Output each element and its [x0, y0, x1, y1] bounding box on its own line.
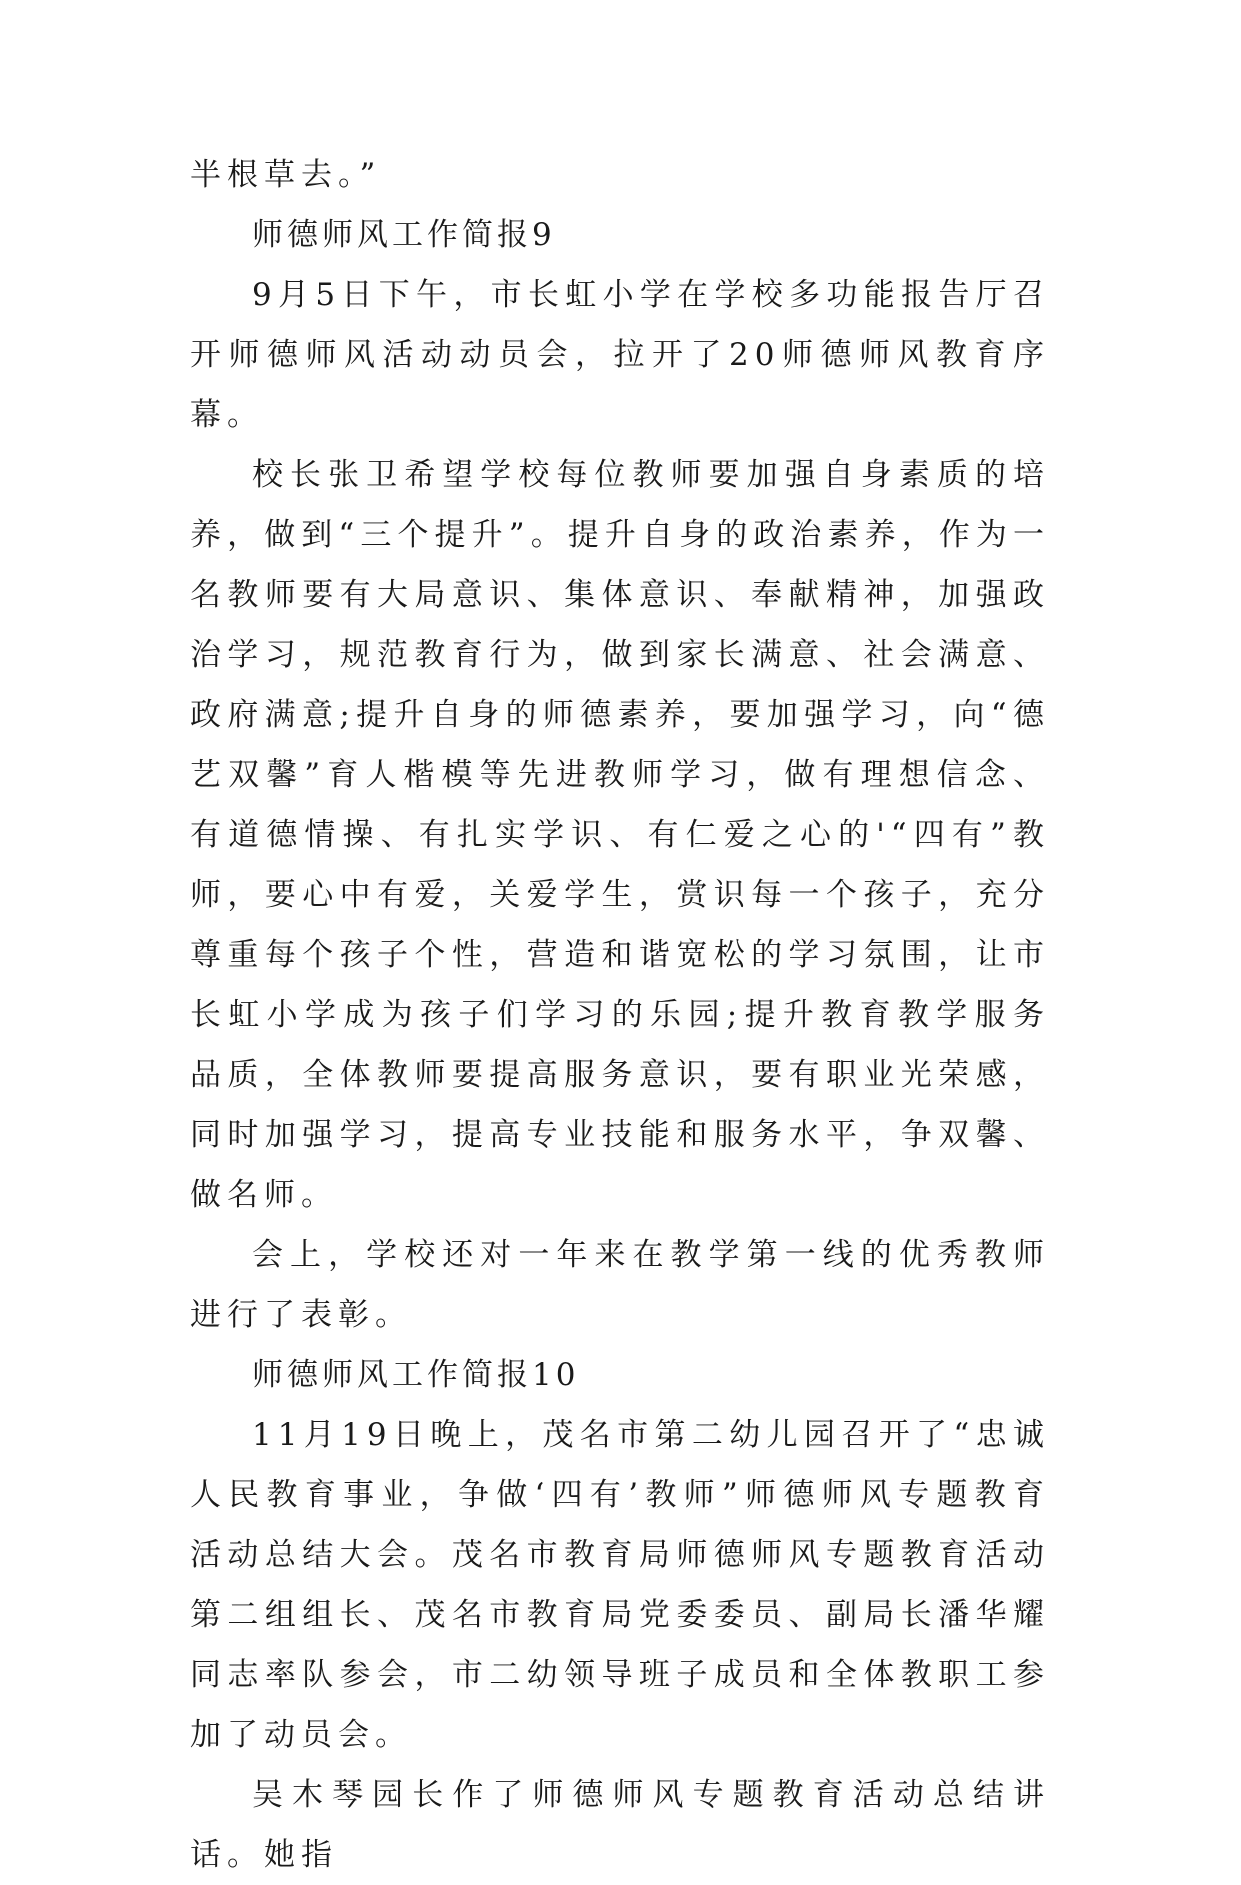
paragraph: 11月19日晚上，茂名市第二幼儿园召开了“忠诚人民教育事业，争做‘四有’教师”师德师风专题教育活动总结大会。茂名市教育局师德师风专题教育活动第二组组长、茂名市教育局党委委员、副局长潘华耀同志率队参会，市二幼领导班子成员和全体教职工参加了动员会。: [190, 1417, 1050, 1753]
paragraph: 校长张卫希望学校每位教师要加强自身素质的培养，做到“三个提升”。提升自身的政治素养，作为一名教师要有大局意识、集体意识、奉献精神，加强政治学习，规范教育行为，做到家长满意、社会满意、政府满意;提升自身的师德素养，要加强学习，向“德艺双馨”育人楷模等先进教师学习，做有理想信念、有道德情操、有扎实学识、有仁爱之心的'“四有”教师，要心中有爱，关爱学生，赏识每一个孩子，充分尊重每个孩子个性，营造和谐宽松的学习氛围，让市长虹小学成为孩子们学习的乐园;提升教育教学服务品质，全体教师要提高服务意识，要有职业光荣感，同时加强学习，提高专业技能和服务水平，争双馨、做名师。: [190, 457, 1050, 1213]
paragraph-continuation: 半根草去。”: [190, 157, 382, 193]
paragraph: 9月5日下午，市长虹小学在学校多功能报告厅召开师德师风活动动员会，拉开了20师德师风教育序幕。: [190, 277, 1050, 433]
section-heading-10: 师德师风工作简报10: [252, 1357, 580, 1393]
paragraph: 吴木琴园长作了师德师风专题教育活动总结讲话。她指: [190, 1777, 1050, 1873]
paragraph: 会上，学校还对一年来在教学第一线的优秀教师进行了表彰。: [190, 1237, 1050, 1333]
document-body: [190, 145, 1050, 1885]
section-heading-9: 师德师风工作简报9: [252, 217, 556, 253]
